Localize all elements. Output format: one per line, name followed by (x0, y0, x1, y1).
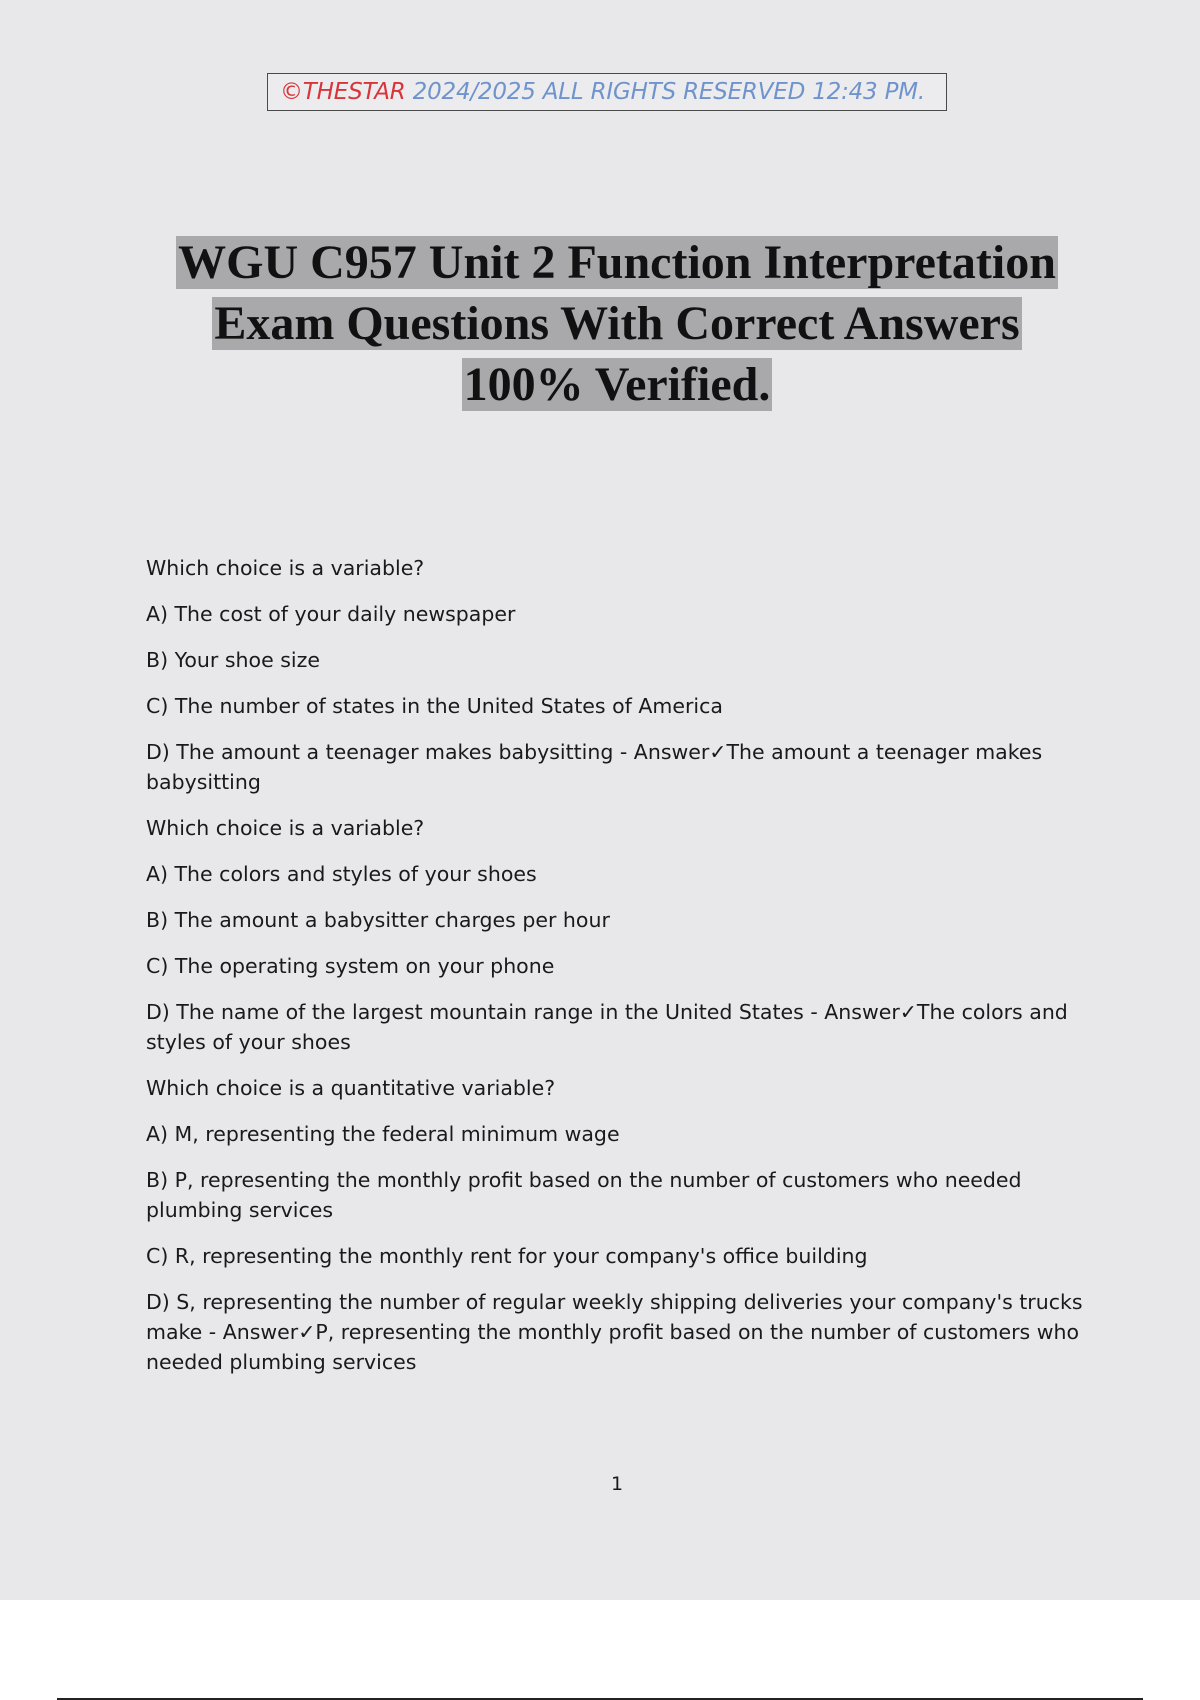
question-2-option-a: A) The colors and styles of your shoes (146, 862, 537, 886)
copyright-brand: ©THESTAR (280, 79, 406, 105)
title-line-2: Exam Questions With Correct Answers (214, 297, 1020, 350)
copyright-notice: 2024/2025 ALL RIGHTS RESERVED 12:43 PM. (405, 79, 926, 105)
question-1-option-a: A) The cost of your daily newspaper (146, 602, 516, 626)
title-line-3: 100% Verified. (463, 358, 771, 411)
question-2-option-b: B) The amount a babysitter charges per hour (146, 908, 610, 932)
question-1-prompt: Which choice is a variable? (146, 556, 425, 580)
question-2-option-d-answer: D) The name of the largest mountain range in the United States - Answer✓The colors and styles of your shoes (146, 1000, 1068, 1054)
question-3-option-c: C) R, representing the monthly rent for your company's office building (146, 1244, 868, 1268)
question-list (146, 553, 1106, 1393)
question-1-option-b: B) Your shoe size (146, 648, 320, 672)
copyright-banner (267, 73, 947, 111)
question-3-option-a: A) M, representing the federal minimum wage (146, 1122, 620, 1146)
question-3-option-d-answer: D) S, representing the number of regular weekly shipping deliveries your company's trucks make - Answer✓P, representing the monthly profit based on the number of customers who needed plumbing services (146, 1290, 1083, 1374)
question-2-option-c: C) The operating system on your phone (146, 954, 555, 978)
question-1-option-d-answer: D) The amount a teenager makes babysitting - Answer✓The amount a teenager makes babysitting (146, 740, 1043, 794)
question-3-prompt: Which choice is a quantitative variable? (146, 1076, 556, 1100)
page-number: 1 (610, 1473, 624, 1495)
question-1-option-c: C) The number of states in the United States of America (146, 694, 723, 718)
question-3-option-b: B) P, representing the monthly profit based on the number of customers who needed plumbing services (146, 1168, 1022, 1222)
document-title (100, 232, 1134, 415)
title-line-1: WGU C957 Unit 2 Function Interpretation (178, 236, 1056, 289)
question-2-prompt: Which choice is a variable? (146, 816, 425, 840)
